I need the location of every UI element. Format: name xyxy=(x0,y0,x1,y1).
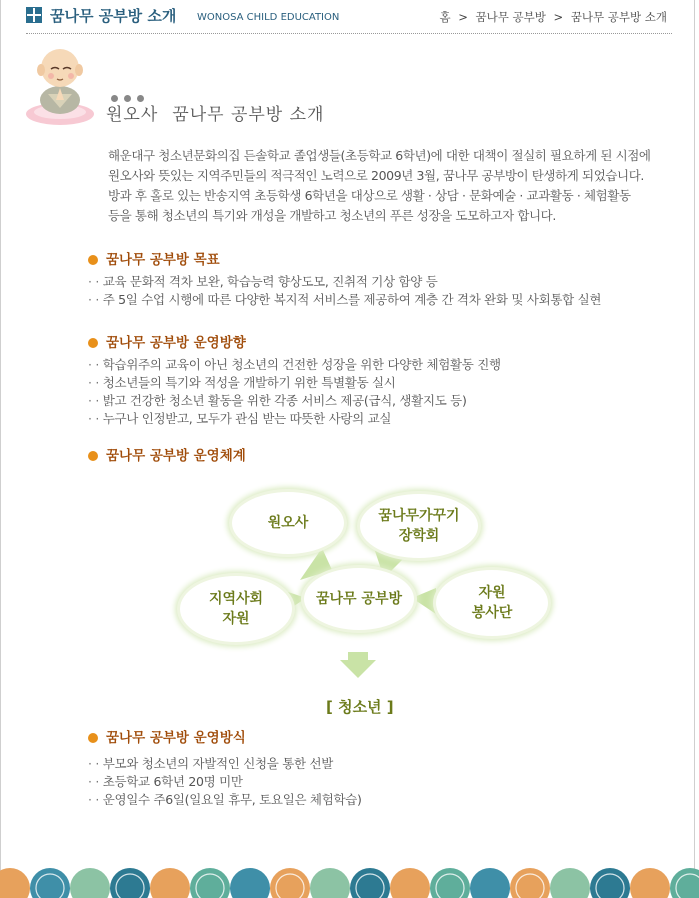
page-title: 꿈나무 공부방 소개 xyxy=(50,7,177,25)
intro-line: 방과 후 홀로 있는 반송지역 초등학생 6학년을 대상으로 생활 · 상담 · 문화예술 · 교과활동 · 체험활동 xyxy=(108,188,631,203)
policy-heading: 꿈나무 공부방 운영방향 xyxy=(88,331,246,351)
system-heading: 꿈나무 공부방 운영체계 xyxy=(88,444,246,464)
page-subtitle: WONOSA CHILD EDUCATION xyxy=(197,12,340,23)
list-item: · · 청소년들의 특기와 적성을 개발하기 위한 특별활동 실시 xyxy=(88,374,501,392)
arrow-icon xyxy=(340,652,376,678)
list-item: · · 밝고 건강한 청소년 활동을 위한 각종 서비스 제공(급식, 생활지도 등) xyxy=(88,392,501,410)
list-item: · · 초등학교 6학년 20명 미만 xyxy=(88,773,362,791)
node-volunteer: 자원 봉사단 xyxy=(436,570,548,636)
list-item: · · 운영일수 주6일(일요일 휴무, 토요일은 체험학습) xyxy=(88,791,362,809)
intro-org: 원오사 xyxy=(106,105,159,125)
list-item: · · 학습위주의 교육이 아닌 청소년의 건전한 성장을 위한 다양한 체험활동 진행 xyxy=(88,356,501,374)
node-scholarship: 꿈나무가꾸기 장학회 xyxy=(360,494,478,558)
breadcrumb-home[interactable]: 홈 xyxy=(439,10,451,24)
intro-line: 해운대구 청소년문화의집 든솔학교 졸업생들(초등학교 6학년)에 대한 대책이 절실히 필요하게 된 시점에 xyxy=(108,148,651,163)
bullet-icon xyxy=(88,733,98,743)
intro-line: 원오사와 뜻있는 지역주민들의 적극적인 노력으로 2009년 3월, 꿈나무 공부방이 탄생하게 되었습니다. xyxy=(108,168,644,183)
list-item: · · 누구나 인정받고, 모두가 관심 받는 따뜻한 사랑의 교실 xyxy=(88,410,501,428)
breadcrumb-separator: > xyxy=(553,10,564,24)
intro-line: 등을 통해 청소년의 특기와 개성을 개발하고 청소년의 푸른 성장을 도모하고자 합니다. xyxy=(108,208,556,223)
breadcrumb-study-room[interactable]: 꿈나무 공부방 xyxy=(475,10,546,24)
method-list xyxy=(88,755,362,809)
intro-title: 꿈나무 공부방 소개 xyxy=(172,105,325,125)
goals-heading: 꿈나무 공부방 목표 xyxy=(88,248,220,268)
arrow-icon xyxy=(412,588,436,614)
list-item: · · 주 5일 수업 시행에 따른 다양한 복지적 서비스를 제공하여 계층 간 격차 완화 및 사회통합 실현 xyxy=(88,291,601,309)
diagram-result: [ 청소년 ] xyxy=(326,698,394,716)
breadcrumb-separator: > xyxy=(458,10,468,24)
node-community: 지역사회 자원 xyxy=(180,576,292,642)
node-wonosa: 원오사 xyxy=(232,492,344,554)
node-center: 꿈나무 공부방 xyxy=(304,568,414,630)
wave-pattern xyxy=(0,858,699,898)
list-item: · · 교육 문화적 격차 보완, 학습능력 향상도모, 진취적 기상 함양 등 xyxy=(88,273,601,291)
method-heading: 꿈나무 공부방 운영방식 xyxy=(88,726,246,746)
list-item: · · 부모와 청소년의 자발적인 신청을 통한 선발 xyxy=(88,755,362,773)
breadcrumb-current: 꿈나무 공부방 소개 xyxy=(570,10,667,24)
